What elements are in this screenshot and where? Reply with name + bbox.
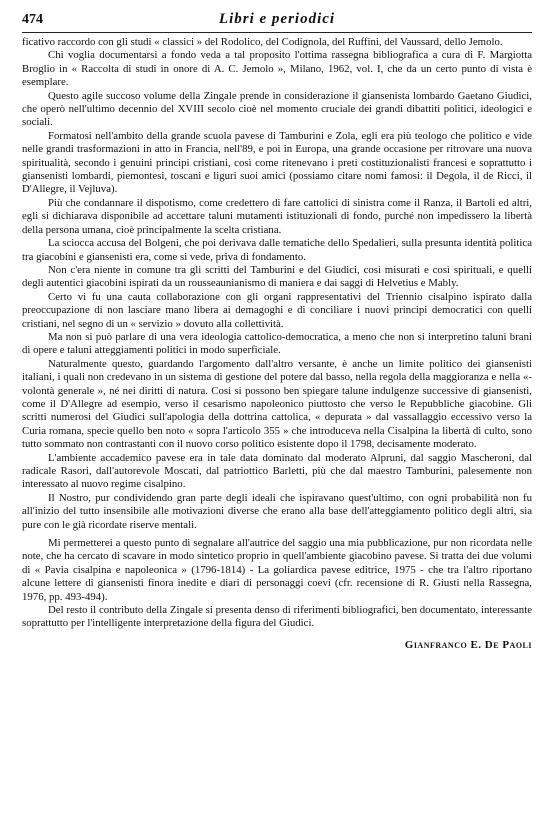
page	[22, 10, 532, 651]
paragraph: Più che condannare il dispotismo, come credettero di fare cattolici di sinistra come il Ranza, il Bartoli ed altri, egli si dichiarava disponibile ad accettare taluni mutamenti istituzionali di fondo, purché non impedissero la libertà della persona umana, cioè principalmente la scelta cristiana.	[22, 196, 532, 236]
journal-title: Libri e periodici	[218, 11, 336, 27]
paragraph: La sciocca accusa del Bolgeni, che poi derivava dalle tematiche dello Spedalieri, sulla presunta identità politica tra giacobini e giansenisti era, come si vede, priva di fondamento.	[22, 237, 532, 263]
running-head	[22, 10, 532, 33]
paragraph: L'ambiente accademico pavese era in tale data dominato dal moderato Alpruni, dal saggio Mascheroni, dal radicale Rasori, dall'autorevole Moscati, dal patriottico Barletti, più che dal maestro Tamburini, palesemente non interessato al nuovo regime cisalpino.	[22, 451, 532, 491]
paragraph: Formatosi nell'ambito della grande scuola pavese di Tamburini e Zola, egli era più teologo che politico e vide nelle grandi trasformazioni in atto in Francia, nell'89, e poi in Europa, una grande occasione per ritrovare una nuova spiritualità, secondo i genuini principi cristiani, così come ritenevano i preti costituzionalisti francesi e soprattutto i giansenisti lombardi, piemontesi, toscani e liguri suoi amici (possiamo citare nomi famosi: il Degola, il de Ricci, il D'Allegre, il Vejluva).	[22, 129, 532, 196]
paragraph: Del resto il contributo della Zingale si presenta denso di riferimenti bibliografici, ben documentato, interessante soprattutto per l'intelligente interpretazione della figura del Giudici.	[22, 604, 532, 630]
author-signature: Gianfranco E. De Paoli	[404, 638, 532, 651]
paragraph: ficativo raccordo con gli studi « classici » del Rodolico, del Codignola, del Ruffini, del Vaussard, dello Jemolo.	[22, 36, 503, 48]
paragraph: Chi voglia documentarsi a fondo veda a tal proposito l'ottima rassegna bibliografica a cura di F. Margiotta Broglio in « Raccolta di studi in onore di A. C. Jemolo », Milano, 1962, vol. I, che da un certo punto di vista è esemplare.	[22, 49, 532, 89]
review-body	[22, 36, 532, 631]
paragraph: Ma non si può parlare di una vera ideologia cattolico-democratica, a meno che non si interpretino taluni brani di opere e taluni atteggiamenti politici in modo superficiale.	[22, 330, 532, 357]
paragraph: Naturalmente questo, guardando l'argomento dall'altro versante, è anche un limite politico dei giansenisti italiani, i quali non credevano in un sistema di gestione del potere dal basso, nella regola della maggioranza e nella «-volontà generale », né nei diritti di natura. Così si possono ben spiegare talune indulgenze successive di giansenisti, come il D'Allegre ad esempio, verso il cesarismo napoleonico piuttosto che verso le Repubbliche giacobine. Gli scritti numerosi del Giudici sull'apologia della dottrina cattolica, « depurata » dal vassallaggio eccessivo verso la Curia romana, specie quello ben noto « sopra l'articolo 355 » che introduceva nella Cisalpina la libertà di culto, sono tutto sommato non contrastanti con il nuovo corso politico esistente dopo il 1798, decisamente moderato.	[22, 357, 532, 451]
paragraph: Il Nostro, pur condividendo gran parte degli ideali che ispiravano quest'ultimo, con ogni probabilità non fu all'inizio del tutto insensibile alle motivazioni diverse che erano alla base dell'atteggiamento politico degli altri, sia pure con le già ricordate riserve mentali.	[22, 491, 532, 531]
page-number: 474	[22, 12, 43, 27]
paragraph: Questo agile succoso volume della Zingale prende in considerazione il giansenista lombardo Gaetano Giudici, che operò nell'ultimo decennio del XVIII secolo cioè nel momento cruciale dei grandi dibattiti politici, ideologici e sociali.	[22, 89, 532, 129]
paragraph: Certo vi fu una cauta collaborazione con gli organi rappresentativi del Triennio cisalpino ispirato dalla preoccupazione di non lasciare mano libera ai demagoghi e di conciliare i nuovi principi democratici con quelli cristiani, nel segno di un « servizio » dovuto alla collettività.	[22, 290, 532, 330]
paragraph: Mi permetterei a questo punto di segnalare all'autrice del saggio una mia pubblicazione, pur non ricordata nelle note, che ha cercato di scavare in modo sintetico proprio in quell'ambiente giacobino pavese. Si tratta dei due volumi di « Pavia cisalpina e napoleonica » (1796-1814) - La goliardica pavese editrice, 1975 - che tra l'altro riportano alcune lettere di giansenisti finora inedite e diari di personaggi coevi (cfr. recensione di R. Giusti nella Rassegna, 1976, pp. 493-494).	[22, 537, 532, 603]
paragraph: Non c'era niente in comune tra gli scritti del Tamburini e del Giudici, così misurati e così spirituali, e quelli degli autentici giacobini ispirati da un rousseaunianismo di maniera e dai saggi di Helvetius e Mably.	[22, 263, 532, 290]
